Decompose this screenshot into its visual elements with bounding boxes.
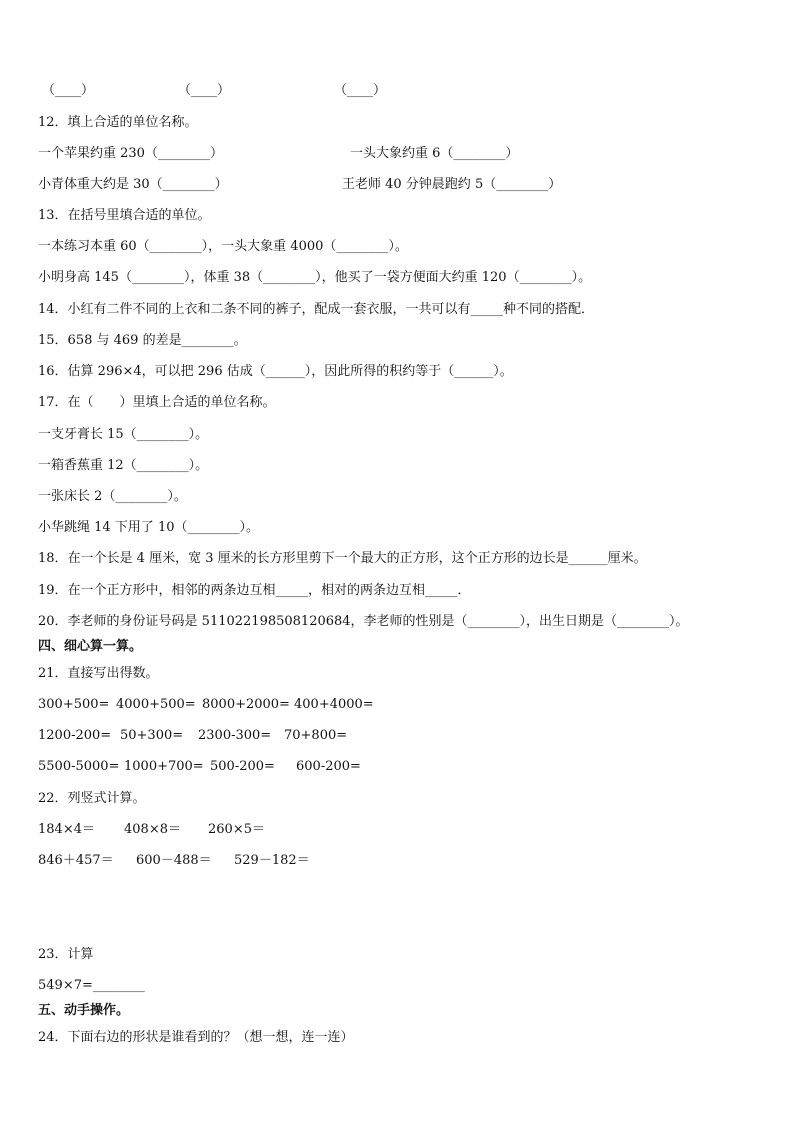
q19: 19．在一个正方形中，相邻的两条边互相_____，相对的两条边互相_____． [38, 583, 471, 598]
q13-stem: 13．在括号里填合适的单位。 [38, 208, 211, 223]
q21-r3-c2: 1000+700= [124, 759, 204, 774]
q24: 24．下面右边的形状是谁看到的？（想一想，连一连） [38, 1030, 354, 1045]
q22-r1-c1: 184×4＝ [38, 822, 95, 837]
q23-stem: 23．计算 [38, 947, 94, 962]
q12-item-c: 小青体重大约是 30（________） [38, 177, 228, 192]
q17-item-a: 一支牙膏长 15（________）。 [38, 427, 209, 442]
section-4-heading: 四、细心算一算。 [38, 639, 143, 654]
top-blank-3[interactable]: （____） [334, 83, 387, 98]
q17-item-c: 一张床长 2（________）。 [38, 489, 187, 504]
q16: 16．估算 296×4，可以把 296 估成（______），因此所得的积约等于（______）。 [38, 364, 513, 379]
q15: 15．658 与 469 的差是________。 [38, 333, 247, 348]
q17-item-d: 小华跳绳 14 下用了 10（________）。 [38, 520, 259, 535]
q12-item-a: 一个苹果约重 230（________） [38, 146, 223, 161]
q22-r2-c2: 600－488＝ [136, 853, 212, 868]
q22-r1-c2: 408×8＝ [124, 822, 181, 837]
q21-r1-c2: 4000+500= [116, 697, 196, 712]
q23-item-a: 549×7=________ [38, 978, 145, 993]
section-5-heading: 五、动手操作。 [38, 1003, 130, 1018]
q21-r3-c4: 600-200= [296, 759, 361, 774]
q12-item-d: 王老师 40 分钟晨跑约 5（________） [342, 177, 562, 192]
q21-r2-c3: 2300-300= [198, 728, 272, 743]
q21-r3-c1: 5500-5000= [38, 759, 120, 774]
q17-item-b: 一箱香蕉重 12（________）。 [38, 458, 209, 473]
q17-stem: 17．在（ ）里填上合适的单位名称。 [38, 395, 276, 410]
q13-item-a: 一本练习本重 60（________），一头大象重 4000（________）。 [38, 239, 408, 254]
q22-stem: 22．列竖式计算。 [38, 791, 146, 806]
q21-r1-c3: 8000+2000= [202, 697, 290, 712]
top-blank-2[interactable]: （____） [178, 83, 231, 98]
q13-item-b: 小明身高 145（________），体重 38（________），他买了一袋方便面大约重 120（________）。 [38, 270, 592, 285]
q12-item-b: 一头大象约重 6（________） [350, 146, 519, 161]
q21-stem: 21．直接写出得数。 [38, 666, 159, 681]
top-blank-1[interactable]: （____） [42, 83, 95, 98]
q18: 18．在一个长是 4 厘米，宽 3 厘米的长方形里剪下一个最大的正方形，这个正方形的边长是______厘米。 [38, 551, 647, 566]
q22-r2-c1: 846＋457＝ [38, 853, 114, 868]
q21-r2-c4: 70+800= [284, 728, 348, 743]
q22-r2-c3: 529－182＝ [234, 853, 310, 868]
q14: 14．小红有二件不同的上衣和二条不同的裤子，配成一套衣服，一共可以有_____种不同的搭配． [38, 302, 595, 317]
q12-stem: 12．填上合适的单位名称。 [38, 115, 198, 130]
q20: 20．李老师的身份证号码是 511022198508120684，李老师的性别是（________），出生日期是（________）。 [38, 614, 689, 629]
q21-r3-c3: 500-200= [210, 759, 275, 774]
q21-r2-c2: 50+300= [120, 728, 184, 743]
q21-r1-c4: 400+4000= [294, 697, 374, 712]
q22-r1-c3: 260×5＝ [208, 822, 265, 837]
q21-r2-c1: 1200-200= [38, 728, 112, 743]
q21-r1-c1: 300+500= [38, 697, 110, 712]
